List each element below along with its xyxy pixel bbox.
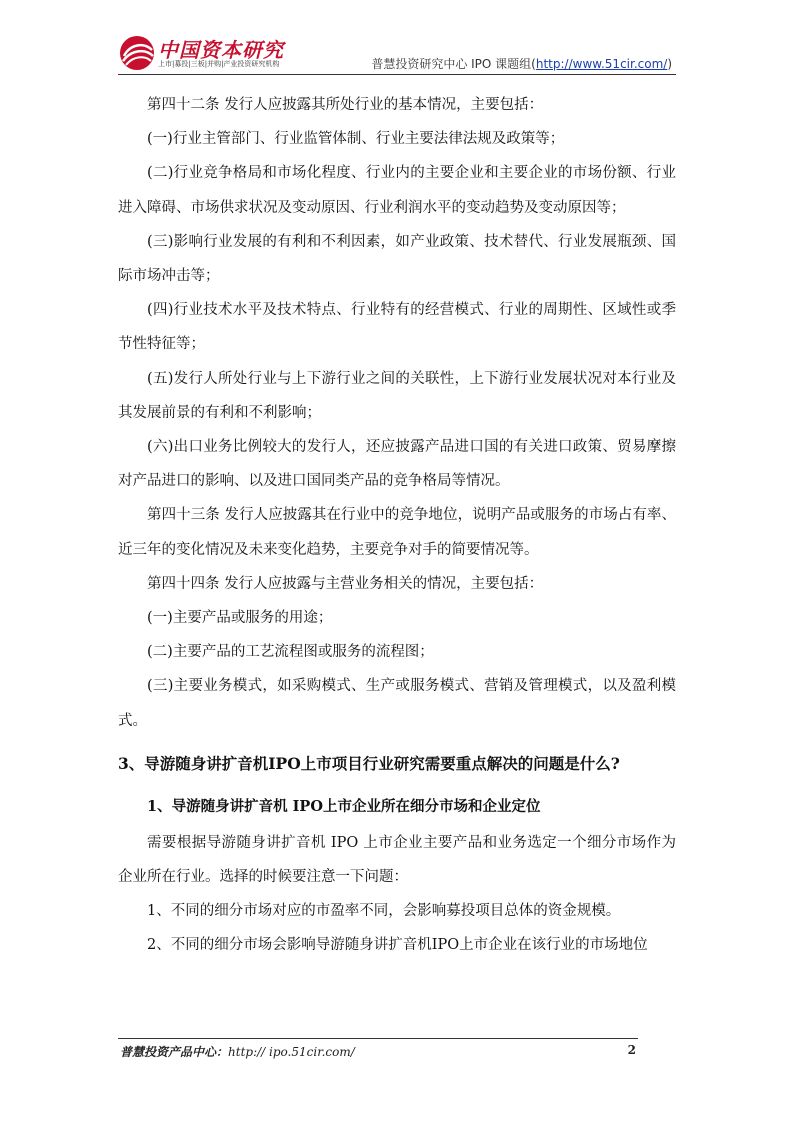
paragraph: (六)出口业务比例较大的发行人，还应披露产品进口国的有关进口政策、贸易摩擦对产品进口的影响、以及进口国同类产品的竞争格局等情况。 bbox=[118, 439, 676, 490]
paragraph: (五)发行人所处行业与上下游行业之间的关联性，上下游行业发展状况对本行业及其发展前景的有利和不利影响； bbox=[118, 370, 676, 421]
paragraph: 第四十二条 发行人应披露其所处行业的基本情况，主要包括： bbox=[147, 97, 544, 113]
footer-link[interactable]: http:// ipo.51cir.com/ bbox=[228, 1045, 355, 1059]
footer-label: 普慧投资产品中心： bbox=[120, 1045, 229, 1059]
paragraph: (四)行业技术水平及技术特点、行业特有的经营模式、行业的周期性、区域性或季节性特征等； bbox=[118, 302, 676, 353]
paragraph: 2、不同的细分市场会影响导游随身讲扩音机IPO上市企业在该行业的市场地位 bbox=[147, 937, 648, 954]
header-title-text: 普慧投资研究中心 IPO 课题组( bbox=[371, 57, 536, 71]
header-link[interactable]: http://www.51cir.com/ bbox=[535, 57, 668, 71]
section-heading: 3、导游随身讲扩音机IPO上市项目行业研究需要重点解决的问题是什么? bbox=[118, 753, 620, 773]
footer-info bbox=[120, 1043, 355, 1060]
page-header bbox=[118, 30, 676, 75]
paragraph: 第四十三条 发行人应披露其在行业中的竞争地位，说明产品或服务的市场占有率、近三年的变化情况及未来变化趋势，主要竞争对手的简要情况等。 bbox=[118, 507, 676, 558]
sub-heading: 1、导游随身讲扩音机 IPO上市企业所在细分市场和企业定位 bbox=[147, 797, 541, 815]
paragraph: 第四十四条 发行人应披露与主营业务相关的情况，主要包括： bbox=[147, 575, 544, 592]
paragraph: (三)主要业务模式，如采购模式、生产或服务模式、营销及管理模式，以及盈利模式。 bbox=[118, 678, 676, 729]
page-footer bbox=[118, 1038, 638, 1063]
header-title-close: ) bbox=[667, 57, 672, 71]
paragraph: (二)行业竞争格局和市场化程度、行业内的主要企业和主要企业的市场份额、行业进入障碍、市场供求状况及变动原因、行业利润水平的变动趋势及变动原因等； bbox=[118, 165, 676, 216]
paragraph: (三)影响行业发展的有利和不利因素，如产业政策、技术替代、行业发展瓶颈、国际市场冲击等； bbox=[118, 233, 676, 285]
paragraph: 需要根据导游随身讲扩音机 IPO 上市企业主要产品和业务选定一个细分市场作为企业所在行业。选择的时候要注意一下问题： bbox=[118, 834, 676, 886]
page-number: 2 bbox=[627, 1043, 636, 1057]
paragraph: 1、不同的细分市场对应的市盈率不同，会影响募投项目总体的资金规模。 bbox=[147, 903, 621, 920]
paragraph: (二)主要产品的工艺流程图或服务的流程图； bbox=[147, 644, 434, 661]
paragraph: (一)主要产品或服务的用途； bbox=[147, 610, 333, 627]
logo-emblem-icon bbox=[118, 34, 156, 72]
logo-title: 中国资本研究 bbox=[158, 38, 284, 62]
header-title bbox=[371, 55, 672, 72]
document-body bbox=[118, 88, 676, 963]
logo-subtitle: 上市|募投|三板|并购|产业投资研究机构 bbox=[158, 60, 280, 68]
logo bbox=[118, 32, 288, 72]
paragraph: (一)行业主管部门、行业监管体制、行业主要法律法规及政策等； bbox=[147, 131, 565, 148]
